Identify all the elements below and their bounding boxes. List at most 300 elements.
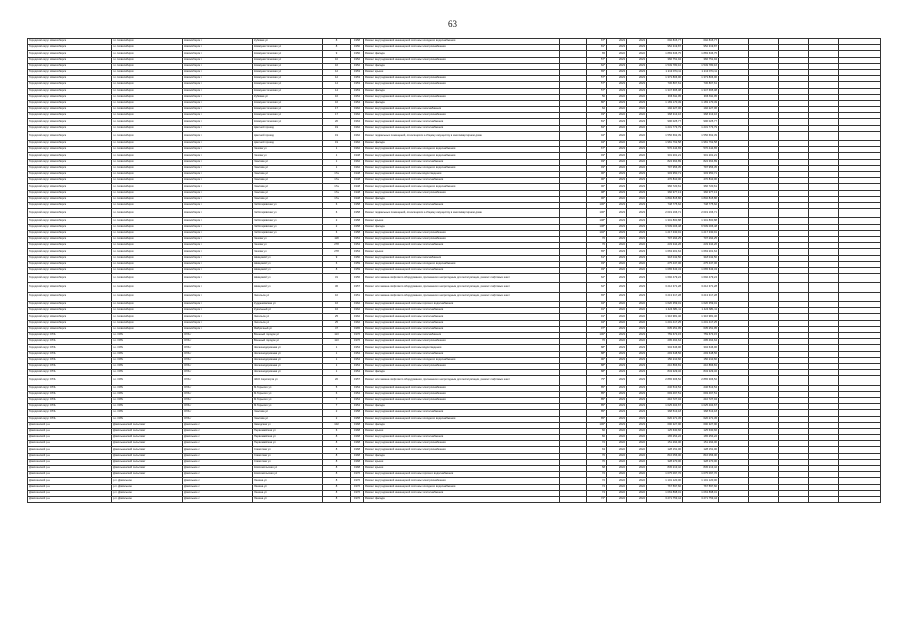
table-cell: 2023 [607,190,627,196]
table-cell: г.о. Новосибирск [112,308,183,314]
table-cell: 57* [587,82,607,88]
table-cell [749,292,779,301]
table-cell: 1948 [351,178,364,184]
table-cell: Довольненский сельсовет [112,422,183,428]
table-cell: 85* [587,410,607,416]
table-cell: Новосибирск г [183,119,253,125]
table-cell: г.о. Новосибирск [112,147,183,153]
table-cell: Городской округ Новосибирск [28,202,112,208]
table-cell: 1965 [351,326,364,332]
table-cell: 845 213,42 [647,466,683,472]
table-cell: Новосибирск г [183,249,253,255]
table-cell: Городской округ Новосибирск [28,302,112,308]
table-cell: Городской округ Новосибирск [28,88,112,94]
table-cell: Ремонт внутридомовой инженерной системы электроснабжения [364,113,560,119]
table-cell: Новосибирск г [183,63,253,69]
table-cell: Ремонт фасада [364,196,560,202]
table-cell: г.о. Новосибирск [112,51,183,57]
table-cell: 8 [323,447,351,453]
table-cell: 17а [323,172,351,178]
table-cell: 118 [323,237,351,243]
table-cell: 1 424 681,11 [683,308,719,314]
table-cell: 1 [323,147,351,153]
table-cell: 1954 [351,345,364,351]
table-cell: Ремонт внутридомовой инженерной системы газоснабжения [364,332,560,338]
table-cell [749,376,779,385]
table-cell [809,209,839,218]
table-cell: 1962 [351,107,364,113]
table-cell: Шевцовой ул [253,255,323,261]
table-cell: Новосибирск г [183,209,253,218]
table-cell: 2023 [627,249,647,255]
table-cell: 692 815,77 [683,39,719,45]
table-cell: 1 [323,159,351,165]
table-cell: Доволенский р-н [28,428,112,434]
table-cell [719,496,749,502]
table-cell: Городской округ Новосибирск [28,165,112,171]
table-cell: 2022 [627,267,647,273]
table-cell: 2022 [627,308,647,314]
table-cell: 85* [587,385,607,391]
table-cell: 8 [323,472,351,478]
table-cell: 2023 [627,370,647,376]
table-cell: 1976 [351,339,364,345]
table-cell: 2 865 306,52 [647,376,683,385]
table-cell: 1962 [351,125,364,131]
table-cell: Коммунистическая ул [253,113,323,119]
table-cell: Курдюмовская ул [253,302,323,308]
table-cell: ОбЪ г [183,339,253,345]
table-cell [560,274,587,283]
table-cell: 1968 [351,453,364,459]
table-cell: 2022 [627,243,647,249]
table-cell: Городской округ ОбЪ [28,332,112,338]
table-cell [749,209,779,218]
table-cell [749,131,779,140]
table-cell: Ленина ул [253,490,323,496]
table-cell: Ремонт фасада [364,224,560,230]
table-cell: Цветной проезд [253,125,323,131]
table-cell: 2023 [607,57,627,63]
table-cell: Ремонт фасада [364,404,560,410]
table-cell: Новосибирск г [183,261,253,267]
table-cell [839,274,881,283]
table-cell: 1959 [351,261,364,267]
table-cell: г.о. Новосибирск [112,69,183,75]
table-cell: Ремонт фасада [364,422,560,428]
table-cell: Городской округ ОбЪ [28,345,112,351]
table-cell: 2022 [627,453,647,459]
table-cell: 2023 [627,351,647,357]
table-cell: Коммунистическая ул [253,76,323,82]
table-cell: 816 056,00 [683,453,719,459]
table-cell: 1958 [351,230,364,236]
table-cell: 2023 [607,249,627,255]
table-cell: 2023 [607,391,627,397]
table-cell: 2023 [627,391,647,397]
table-cell: 1957 [351,376,364,385]
table-cell: 2023 [607,82,627,88]
table-cell: 1 063 898,01 [647,490,683,496]
table-cell: 88* [587,363,607,369]
table-cell: г.о. Новосибирск [112,39,183,45]
table-cell: М.Горького ул [253,404,323,410]
table-cell: 843 329,32 [647,370,683,376]
table-cell: 1 183 170,49 [647,100,683,106]
table-cell: Коммунистическая ул [253,88,323,94]
table-cell: 12 [323,69,351,75]
table-cell: Коммунистическая ул [253,82,323,88]
table-cell: 2 [323,416,351,422]
table-cell: Доволенский р-н [28,472,112,478]
table-cell: Первомайская ул [253,441,323,447]
table-cell: Новосибирск г [183,51,253,57]
table-cell: 2023 [627,190,647,196]
table-cell: 93* [587,159,607,165]
table-cell: г.о. Новосибирск [112,202,183,208]
table-cell: 635 251,95 [647,326,683,332]
table-cell: Коммунистическая ул [253,63,323,69]
table-cell: 1 549 780,16 [683,63,719,69]
table-cell: Энгельса ул [253,320,323,326]
table-cell: 1952 [351,63,364,69]
table-cell: 14 [323,88,351,94]
table-cell [749,274,779,283]
table-cell: Новосибирск г [183,267,253,273]
table-cell: 2022 [607,478,627,484]
table-cell [839,496,881,502]
table-cell: 2023 [627,292,647,301]
table-cell: 3 212 371,28 [683,283,719,292]
table-cell: 797 956,35 [683,165,719,171]
table-cell: Доволенский р-н [28,459,112,465]
table-cell: 151 294,00 [647,441,683,447]
table-cell [560,131,587,140]
table-cell: 8 [323,466,351,472]
table-cell: 470 810,00 [647,178,683,184]
table-cell: ОбЪ г [183,391,253,397]
table-cell: 2023 [627,69,647,75]
table-cell: 2023 [627,119,647,125]
table-cell: Доволенский р-н [28,447,112,453]
table-cell: Новосибирск г [183,107,253,113]
table-cell: 2022 [607,261,627,267]
table-cell: Городской округ ОбЪ [28,339,112,345]
table-cell: Цветной проезд [253,131,323,140]
table-cell: 2023 [627,416,647,422]
table-cell: г.о. Новосибирск [112,165,183,171]
table-cell: 60 [587,428,607,434]
table-cell [839,209,881,218]
table-cell: Городской округ Новосибирск [28,153,112,159]
table-cell: 1 183 170,49 [683,100,719,106]
table-cell: 2023 [627,45,647,51]
table-cell: 10 [323,57,351,63]
table-cell: р.п. Довольное [112,484,183,490]
table-cell: Ремонт внутридомовой инженерной системы теплоснабжения [364,314,560,320]
table-cell: 1958 [351,218,364,224]
table-cell: Советская ул [253,459,323,465]
table-cell: г.о. Новосибирск [112,178,183,184]
table-cell: 366 751,94 [683,57,719,63]
table-cell: 2022 [627,447,647,453]
table-cell: 62* [587,63,607,69]
table-cell: 81* [587,45,607,51]
table-cell: 2022 [607,302,627,308]
table-cell: Чеботарёвская ул [253,224,323,230]
table-cell: 62* [587,283,607,292]
table-cell: 1948 [351,196,364,202]
table-cell: Военный городок ул [253,332,323,338]
table-cell: 2022 [607,308,627,314]
table-cell [839,283,881,292]
table-cell: 68 [587,466,607,472]
table-cell: 1 620 359,01 [683,302,719,308]
table-cell: г.о. Новосибирск [112,172,183,178]
table-cell: 2023 [627,332,647,338]
table-cell: Чеботарёвская ул [253,209,323,218]
table-cell: 759 673,15 [647,332,683,338]
table-cell: Городской округ Новосибирск [28,230,112,236]
table-cell: 275 437,06 [647,261,683,267]
table-cell: 1953 [351,88,364,94]
table-cell: 1968 [351,466,364,472]
table-cell: 1954 [351,249,364,255]
table-cell: Довольное с [183,459,253,465]
table-cell: 2023 [607,230,627,236]
table-cell: г.о. Новосибирск [112,209,183,218]
table-cell: 102* [587,230,607,236]
table-cell: г.о. Новосибирск [112,119,183,125]
table-cell: Городской округ Новосибирск [28,224,112,230]
table-cell: Городской округ Новосибирск [28,267,112,273]
page-number: 63 [448,19,457,29]
table-cell: 2023 [607,283,627,292]
table-cell: 1 217 330,91 [647,230,683,236]
table-cell: 2023 [627,404,647,410]
table-row [28,496,881,502]
table-cell: 9 [323,255,351,261]
table-cell: 1 620 359,01 [647,302,683,308]
table-cell: 824 364,89 [683,159,719,165]
table-cell: Городской округ Новосибирск [28,190,112,196]
table-cell: Новосибирск г [183,39,253,45]
table-cell: Новосибирск г [183,125,253,131]
table-cell: ОбЪ г [183,376,253,385]
table-cell: 1948 [351,190,364,196]
table-row [28,209,881,218]
table-cell: 210 727,04 [683,397,719,403]
table-cell: Городской округ Новосибирск [28,94,112,100]
table-cell: 690 327,90 [647,422,683,428]
table-cell: 20 [323,376,351,385]
table-cell: 1 883 636,75 [683,51,719,57]
table-cell: Новосибирск г [183,131,253,140]
table-cell: 91* [587,308,607,314]
table-cell: 2023 [627,172,647,178]
table-cell: 2023 [607,218,627,224]
table-cell: Кубовая ул [253,94,323,100]
table-cell [749,496,779,502]
table-cell: 1 663 201,64 [683,249,719,255]
table-cell: Новосибирск г [183,196,253,202]
table-cell: Новосибирск г [183,165,253,171]
table-cell: 2022 [607,472,627,478]
table-row [28,283,881,292]
table-cell: Новосибирск г [183,159,253,165]
table-cell: Кубовая ул [253,39,323,45]
table-cell: 1 101 120,00 [647,478,683,484]
table-cell: Городской округ Новосибирск [28,172,112,178]
table-cell: 1 213 974,11 [683,69,719,75]
table-cell: г.о. Новосибирск [112,131,183,140]
table-cell: 1948 [351,172,364,178]
table-cell: 90* [587,357,607,363]
table-cell: 470 810,00 [683,178,719,184]
table-cell: 85* [587,397,607,403]
table-cell: ОбЪ г [183,345,253,351]
table-cell [809,292,839,301]
table-cell: 2023 [627,184,647,190]
table-cell: 1 [323,345,351,351]
table-cell: Чкалова ул [253,172,323,178]
table-cell: 1 075 097,70 [683,472,719,478]
table-cell: Городской округ Новосибирск [28,69,112,75]
table-cell: Довольное с [183,484,253,490]
table-cell: Комсомольская ул [253,466,323,472]
table-cell: Городской округ Новосибирск [28,45,112,51]
table-cell: М.Горького ул [253,385,323,391]
table-cell: Городской округ Новосибирск [28,76,112,82]
table-cell: 2022 [607,339,627,345]
table-cell: 1 556 662,39 [683,131,719,140]
table-cell: 70 [587,243,607,249]
table-cell: 1 316 981,46 [647,314,683,320]
table-cell: 125 630,66 [647,428,683,434]
table-cell: 96* [587,172,607,178]
table-cell: 1 065 643,43 [647,267,683,273]
table-cell: 2022 [607,428,627,434]
table-cell: Доволенский р-н [28,478,112,484]
table-cell: 70 [587,237,607,243]
table-cell: 88* [587,351,607,357]
table-cell: 2022 [607,159,627,165]
table-cell: 996 025,77 [647,119,683,125]
table-cell: Железнодорожная ул [253,357,323,363]
table-cell: 2023 [627,209,647,218]
table-cell: 1 347 665,08 [647,88,683,94]
table-cell: Новосибирск г [183,57,253,63]
table-cell: Ленина ул [253,478,323,484]
table-cell: 2023 [607,237,627,243]
table-cell: 2023 [607,88,627,94]
table-cell: 318 042,50 [683,255,719,261]
table-cell: 210 727,04 [647,397,683,403]
table-cell: 65* [587,292,607,301]
table-cell: 2023 [607,345,627,351]
table-cell [779,209,809,218]
table-cell: 2023 [607,422,627,428]
table-cell: Ремонт внутридомовой инженерной системы холодного водоснабжения [364,484,560,490]
table-cell: Новосибирск г [183,237,253,243]
table-cell: 1 556 662,39 [647,131,683,140]
table-cell: г.о. ОбЪ [112,363,183,369]
table-cell: 368 313,16 [647,113,683,119]
table-cell: 1 [323,165,351,171]
table-cell: 2023 [627,363,647,369]
table-cell: 70 [587,459,607,465]
table-cell: Городской округ Новосибирск [28,131,112,140]
table-cell: 816 056,00 [647,453,683,459]
table-cell: 2023 [627,283,647,292]
table-cell: 843 329,32 [683,370,719,376]
table-cell: 1954 [351,243,364,249]
table-cell: Комсомольская ул [253,472,323,478]
table-cell: Новосибирск г [183,45,253,51]
table-cell: 1954 [351,370,364,376]
table-cell: 2023 [627,326,647,332]
table-cell: 366 720,61 [647,184,683,190]
table-cell: 125 630,66 [683,428,719,434]
table-cell: Довольненский сельсовет [112,472,183,478]
table-cell: 1 301 800,88 [683,218,719,224]
table-cell: Новосибирск г [183,302,253,308]
table-cell: 1951 [351,292,364,301]
table-cell: 36 [323,283,351,292]
table-cell: Ремонт подвальных помещений, относящихся к общему имуществу в многоквартирном доме [364,209,560,218]
table-cell: 2023 [627,274,647,283]
table-cell: 2023 [627,178,647,184]
table-cell: 620 271,45 [647,416,683,422]
table-cell: Городской округ Новосибирск [28,292,112,301]
table-cell: 100* [587,332,607,338]
table-cell: 6 [323,230,351,236]
table-cell: Городской округ ОбЪ [28,363,112,369]
table-cell: 233 344,26 [647,243,683,249]
table-cell: 1954 [351,397,364,403]
table-cell: 278 [323,249,351,255]
table-cell: 693 467,51 [683,391,719,397]
table-cell: Ремонт внутридомовой инженерной системы электроснабжения [364,385,560,391]
table-cell: 16 [323,302,351,308]
table-cell: г.о. Новосибирск [112,76,183,82]
table-cell: г.о. Новосибирск [112,261,183,267]
table-cell: Чехова ул [253,237,323,243]
table-cell: Городской округ Новосибирск [28,320,112,326]
table-cell: 62 [587,107,607,113]
table-cell: 2022 [607,484,627,490]
table-cell: г.о. Новосибирск [112,190,183,196]
table-cell: 17а [323,196,351,202]
table-cell: 2022 [627,459,647,465]
table-cell: Ремонт внутридомовой инженерной системы теплоснабжения [364,202,560,208]
table-cell: 2023 [627,376,647,385]
table-cell: Доволенский р-н [28,490,112,496]
table-cell: 8 [323,490,351,496]
table-cell: 9 [323,51,351,57]
table-cell: Новосибирск г [183,141,253,147]
table-cell: 2022 [627,441,647,447]
table-cell: 1 201 417,25 [683,320,719,326]
table-cell: 2022 [627,107,647,113]
table-cell: 85* [587,416,607,422]
table-cell: 1 883 636,75 [647,51,683,57]
table-cell: 94* [587,131,607,140]
table-cell: 1968 [351,447,364,453]
table-cell: 108* [587,218,607,224]
table-cell: 8 [323,39,351,45]
table-cell: Шевцовой ул [253,274,323,283]
